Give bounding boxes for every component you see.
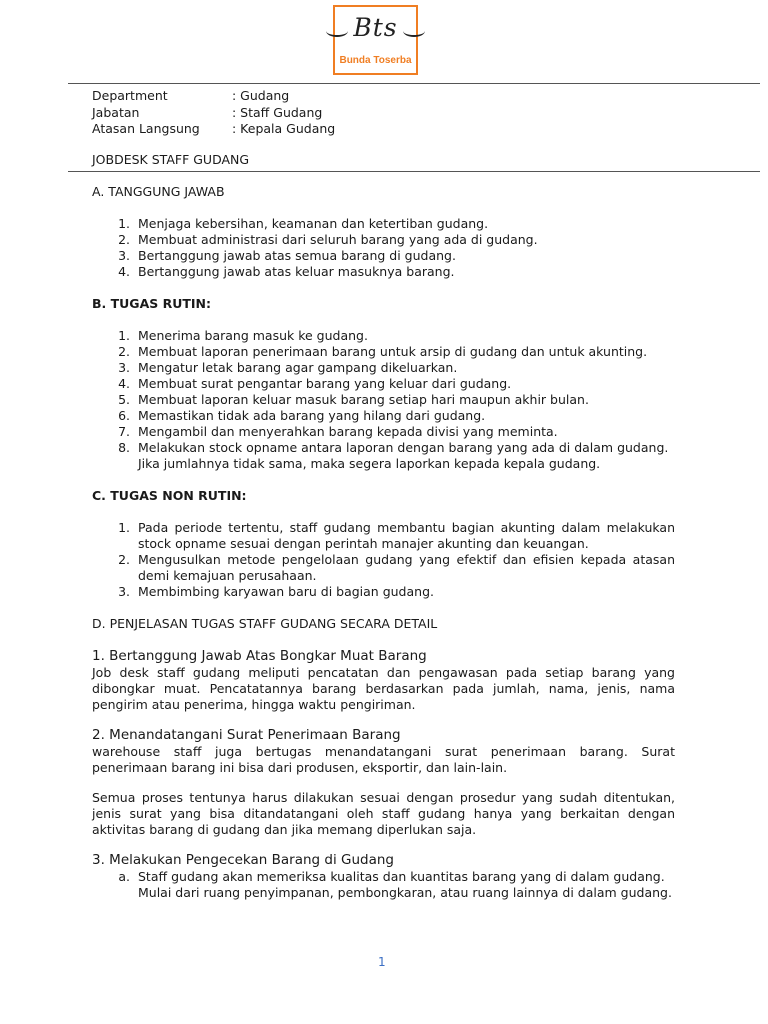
jobdesk-title: JOBDESK STAFF GUDANG — [92, 152, 250, 167]
info-value: : Kepala Gudang — [232, 121, 336, 136]
detail-1-title: 1. Bertanggung Jawab Atas Bongkar Muat Barang — [92, 648, 427, 664]
section-b-list — [92, 328, 675, 472]
list-item: 2. Membuat laporan penerimaan barang untuk arsip di gudang dan untuk akunting. — [118, 344, 648, 359]
section-a-list — [92, 216, 675, 280]
logo-mark: Bts — [353, 13, 398, 42]
section-c-title: C. TUGAS NON RUTIN: — [92, 488, 247, 503]
info-label: Atasan Langsung — [92, 121, 200, 136]
list-item: 8. Melakukan stock opname antara laporan dengan barang yang ada di dalam gudang. Jika jumlahnya tidak sama, maka segera laporkan kepada kepala gudang. — [118, 440, 669, 471]
section-a-title: A. TANGGUNG JAWAB — [92, 184, 225, 199]
detail-2-title: 2. Menandatangani Surat Penerimaan Barang — [92, 727, 401, 743]
header-divider — [68, 83, 760, 84]
info-row-department — [92, 88, 335, 105]
info-row-atasan — [92, 121, 335, 138]
section-c-list — [92, 520, 675, 600]
list-item-text: Staff gudang akan memeriksa kualitas dan kuantitas barang yang di dalam gudang. Mulai dari ruang penyimpanan, pembongkaran, atau ruang lainnya di dalam gudang. — [138, 869, 672, 900]
section-d-title: D. PENJELASAN TUGAS STAFF GUDANG SECARA DETAIL — [92, 616, 438, 631]
info-label: Department — [92, 88, 168, 103]
list-item: 3. Bertanggung jawab atas semua barang di gudang. — [118, 248, 456, 263]
section-b-title: B. TUGAS RUTIN: — [92, 296, 212, 311]
detail-3-list — [92, 869, 675, 901]
company-logo — [333, 5, 418, 75]
list-item: 1. Menerima barang masuk ke gudang. — [118, 328, 368, 343]
info-row-jabatan — [92, 105, 335, 122]
list-item: 4. Bertanggung jawab atas keluar masuknya barang. — [118, 264, 455, 279]
list-item: 4. Membuat surat pengantar barang yang keluar dari gudang. — [118, 376, 512, 391]
info-value: : Gudang — [232, 88, 290, 103]
list-item: 1. Pada periode tertentu, staff gudang membantu bagian akunting dalam melakukan stock opname sesuai dengan perintah manajer akunting dan keuangan. — [118, 520, 675, 551]
logo-brand-name: Bunda Toserba — [339, 55, 412, 66]
document-body — [92, 184, 675, 917]
list-item: 2. Membuat administrasi dari seluruh barang yang ada di gudang. — [118, 232, 538, 247]
list-item — [92, 869, 675, 901]
list-marker: a. — [118, 869, 130, 884]
list-item: 3. Mengatur letak barang agar gampang dikeluarkan. — [118, 360, 458, 375]
info-label: Jabatan — [92, 104, 140, 120]
detail-2-text-continued: Semua proses tentunya harus dilakukan sesuai dengan prosedur yang sudah ditentukan, jenis surat yang bisa ditandatangani oleh staff gudang hanya yang berkaitan dengan aktivitas barang di gudang dan jika memang diperlukan saja. — [92, 790, 675, 837]
detail-2-text: warehouse staff juga bertugas menandatangani surat penerimaan barang. Surat penerimaan barang ini bisa dari produsen, eksportir, dan lain-lain. — [92, 744, 675, 775]
list-item: 5. Membuat laporan keluar masuk barang setiap hari maupun akhir bulan. — [118, 392, 589, 407]
list-item: 7. Mengambil dan menyerahkan barang kepada divisi yang meminta. — [118, 424, 558, 439]
list-item: 3. Membimbing karyawan baru di bagian gudang. — [118, 584, 434, 599]
detail-3-title: 3. Melakukan Pengecekan Barang di Gudang — [92, 852, 395, 868]
list-item: 2. Mengusulkan metode pengelolaan gudang yang efektif dan efisien kepada atasan demi kemajuan perusahaan. — [118, 552, 675, 583]
list-item: 1. Menjaga kebersihan, keamanan dan ketertiban gudang. — [118, 216, 489, 231]
detail-1-text: Job desk staff gudang meliputi pencatatan dan pengawasan pada setiap barang yang dibongkar muat. Pencatatannya barang berdasarkan pada jumlah, nama, jenis, nama pengirim atau penerima, hingga waktu pengiriman. — [92, 665, 675, 712]
title-divider — [68, 171, 760, 172]
info-block — [92, 88, 335, 138]
info-value: : Staff Gudang — [232, 104, 323, 120]
page-number: 1 — [378, 955, 386, 969]
list-item: 6. Memastikan tidak ada barang yang hilang dari gudang. — [118, 408, 486, 423]
